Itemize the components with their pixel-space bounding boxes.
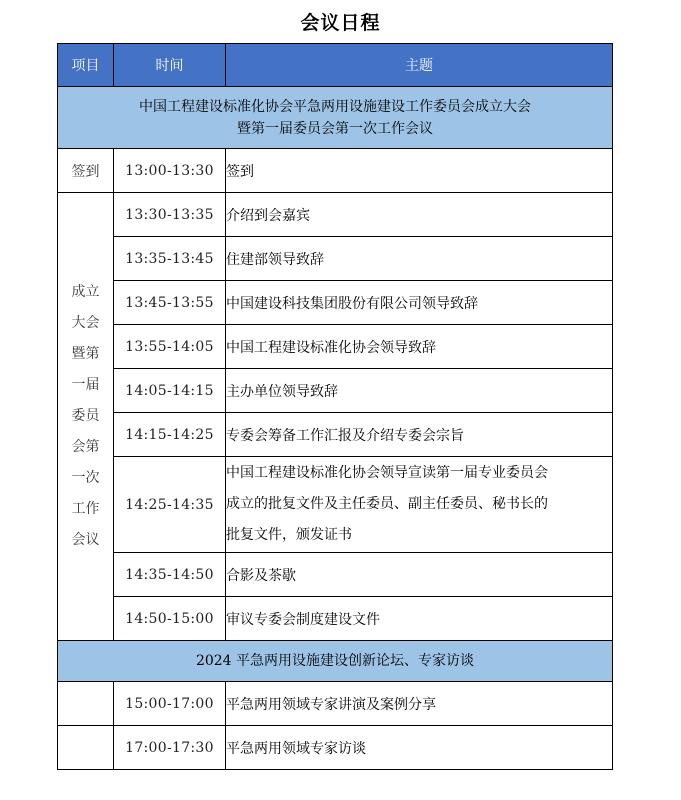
section-title-1 — [58, 87, 613, 149]
time-cell: 14:50-15:00 — [114, 597, 226, 641]
header-time: 时间 — [114, 44, 226, 87]
time-cell: 13:30-13:35 — [114, 193, 226, 237]
topic-cell: 平急两用领域专家讲演及案例分享 — [226, 682, 613, 726]
table-row — [58, 553, 613, 597]
item-line: 工作 — [71, 501, 100, 517]
table-row — [58, 413, 613, 457]
topic-cell: 中国工程建设标准化协会领导致辞 — [226, 325, 613, 369]
time-cell: 13:45-13:55 — [114, 281, 226, 325]
table-row — [58, 325, 613, 369]
topic-cell: 中国建设科技集团股份有限公司领导致辞 — [226, 281, 613, 325]
item-line: 大会 — [71, 315, 100, 331]
item-line: 会第 — [71, 439, 100, 455]
time-cell: 13:00-13:30 — [114, 149, 226, 193]
item-line: 成立 — [71, 284, 100, 300]
table-row — [58, 193, 613, 237]
table-row — [58, 682, 613, 726]
topic-cell: 主办单位领导致辞 — [226, 369, 613, 413]
section-row — [58, 641, 613, 682]
time-cell: 17:00-17:30 — [114, 726, 226, 770]
item-line: 一届 — [71, 377, 100, 393]
time-cell: 14:25-14:35 — [114, 457, 226, 553]
time-cell: 14:35-14:50 — [114, 553, 226, 597]
section-title-2: 2024 平急两用设施建设创新论坛、专家访谈 — [58, 641, 613, 682]
topic-cell: 专委会筹备工作汇报及介绍专委会宗旨 — [226, 413, 613, 457]
header-row — [58, 44, 613, 87]
page-title: 会议日程 — [300, 12, 381, 34]
topic-line: 成立的批复文件及主任委员、副主任委员、秘书长的 — [226, 496, 548, 512]
table-row — [58, 457, 613, 553]
topic-cell: 平急两用领域专家访谈 — [226, 726, 613, 770]
section-title-line: 中国工程建设标准化协会平急两用设施建设工作委员会成立大会 — [139, 98, 531, 115]
item-cell-ceremony — [58, 193, 114, 641]
table-row — [58, 149, 613, 193]
header-topic: 主题 — [226, 44, 613, 87]
topic-cell: 住建部领导致辞 — [226, 237, 613, 281]
item-line: 委员 — [71, 408, 100, 424]
item-cell — [58, 682, 114, 726]
table-row — [58, 237, 613, 281]
table-row — [58, 281, 613, 325]
item-line: 会议 — [71, 532, 100, 548]
section-title-line: 暨第一届委员会第一次工作会议 — [237, 120, 433, 137]
table-row — [58, 369, 613, 413]
topic-cell: 合影及茶歇 — [226, 553, 613, 597]
topic-cell: 介绍到会嘉宾 — [226, 193, 613, 237]
schedule-table — [57, 43, 613, 770]
time-cell: 15:00-17:00 — [114, 682, 226, 726]
time-cell: 14:15-14:25 — [114, 413, 226, 457]
item-cell — [58, 726, 114, 770]
item-line: 一次 — [71, 470, 100, 486]
topic-cell — [226, 457, 613, 553]
topic-line: 批复文件，颁发证书 — [226, 527, 352, 543]
time-cell: 13:35-13:45 — [114, 237, 226, 281]
table-row — [58, 597, 613, 641]
time-cell: 13:55-14:05 — [114, 325, 226, 369]
time-cell: 14:05-14:15 — [114, 369, 226, 413]
topic-line: 中国工程建设标准化协会领导宣读第一届专业委员会 — [226, 465, 548, 481]
topic-cell: 审议专委会制度建设文件 — [226, 597, 613, 641]
topic-cell: 签到 — [226, 149, 613, 193]
item-line: 暨第 — [71, 346, 100, 362]
item-cell: 签到 — [58, 149, 114, 193]
table-row — [58, 726, 613, 770]
header-item: 项目 — [58, 44, 114, 87]
section-row — [58, 87, 613, 149]
